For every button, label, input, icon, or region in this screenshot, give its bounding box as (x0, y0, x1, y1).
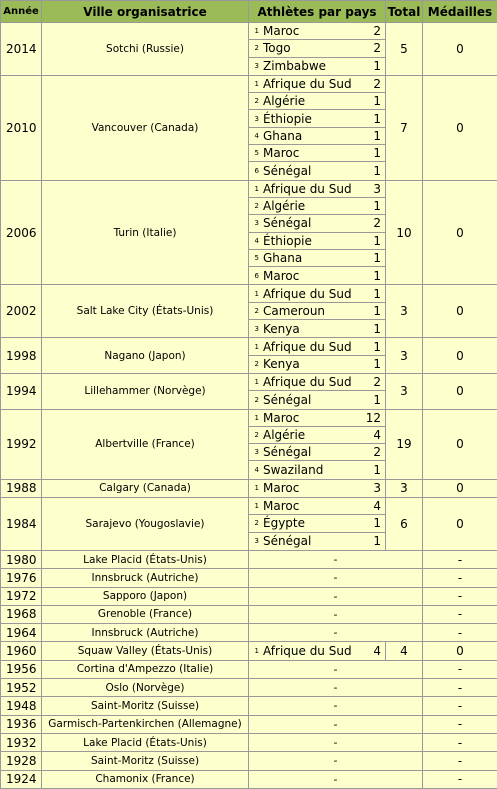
year-cell: 1960 (1, 642, 42, 660)
athlete-count: 1 (355, 516, 385, 530)
athletes-cell (249, 338, 386, 374)
medals-cell: 0 (423, 338, 497, 374)
year-cell: 2014 (1, 23, 42, 76)
total-cell: 7 (386, 75, 423, 180)
no-participation-cell: - (249, 550, 423, 568)
country-name: Ghana (263, 251, 355, 265)
city-cell: Oslo (Norvège) (42, 679, 249, 697)
athlete-count: 2 (355, 445, 385, 459)
athlete-count: 1 (355, 322, 385, 336)
country-name: Kenya (263, 357, 355, 371)
no-participation-cell: - (249, 733, 423, 751)
year-cell: 1948 (1, 697, 42, 715)
athlete-count: 4 (355, 428, 385, 442)
athlete-line (249, 145, 385, 162)
total-cell: 5 (386, 23, 423, 76)
athletes-cell (249, 75, 386, 180)
athlete-count: 1 (355, 287, 385, 301)
country-name: Maroc (263, 481, 355, 495)
city-cell: Lake Placid (États-Unis) (42, 733, 249, 751)
country-name: Algérie (263, 199, 355, 213)
country-name: Zimbabwe (263, 59, 355, 73)
athlete-count: 1 (355, 269, 385, 283)
rank-number: 1 (249, 27, 263, 35)
medals-cell: - (423, 660, 497, 678)
athlete-count: 1 (355, 304, 385, 318)
country-name: Égypte (263, 516, 355, 530)
table-row (1, 569, 497, 587)
country-name: Maroc (263, 146, 355, 160)
athlete-line (249, 162, 385, 179)
athlete-line (249, 40, 385, 57)
city-cell: Lake Placid (États-Unis) (42, 550, 249, 568)
table-row (1, 180, 497, 285)
country-name: Algérie (263, 428, 355, 442)
rank-number: 1 (249, 484, 263, 492)
athlete-line (249, 285, 385, 302)
athlete-line (249, 444, 385, 461)
rank-number: 1 (249, 290, 263, 298)
year-cell: 1952 (1, 679, 42, 697)
table-row (1, 715, 497, 733)
rank-number: 3 (249, 219, 263, 227)
city-cell: Innsbruck (Autriche) (42, 624, 249, 642)
country-name: Algérie (263, 94, 355, 108)
country-name: Sénégal (263, 534, 355, 548)
city-cell: Lillehammer (Norvège) (42, 373, 249, 409)
athlete-line (249, 128, 385, 145)
year-cell: 1932 (1, 733, 42, 751)
athlete-count: 3 (355, 481, 385, 495)
total-cell: 3 (386, 285, 423, 338)
total-cell: 19 (386, 409, 423, 479)
athlete-count: 1 (355, 94, 385, 108)
rank-number: 5 (249, 254, 263, 262)
athlete-line (249, 233, 385, 250)
athlete-count: 1 (355, 59, 385, 73)
table-row (1, 660, 497, 678)
year-cell: 1988 (1, 479, 42, 497)
athletes-cell (249, 498, 386, 551)
athletes-cell (249, 285, 386, 338)
medals-cell: - (423, 715, 497, 733)
athlete-count: 1 (355, 112, 385, 126)
athletes-cell (249, 373, 386, 409)
athlete-count: 1 (355, 199, 385, 213)
athlete-line (249, 58, 385, 75)
city-cell: Albertville (France) (42, 409, 249, 479)
athlete-count: 1 (355, 463, 385, 477)
table-row (1, 479, 497, 497)
medals-cell: - (423, 624, 497, 642)
total-cell: 10 (386, 180, 423, 285)
athlete-line (249, 515, 385, 532)
country-name: Sénégal (263, 445, 355, 459)
rank-number: 1 (249, 378, 263, 386)
total-cell: 6 (386, 498, 423, 551)
rank-number: 1 (249, 185, 263, 193)
athlete-line (249, 303, 385, 320)
city-cell: Calgary (Canada) (42, 479, 249, 497)
medals-cell: 0 (423, 285, 497, 338)
country-name: Afrique du Sud (263, 287, 355, 301)
medals-cell: - (423, 550, 497, 568)
country-name: Maroc (263, 411, 355, 425)
athlete-count: 1 (355, 146, 385, 160)
athlete-count: 2 (355, 41, 385, 55)
athlete-count: 2 (355, 375, 385, 389)
country-name: Sénégal (263, 216, 355, 230)
year-cell: 2006 (1, 180, 42, 285)
medals-cell: - (423, 770, 497, 788)
athlete-line (249, 110, 385, 127)
country-name: Maroc (263, 24, 355, 38)
athlete-count: 1 (355, 251, 385, 265)
year-cell: 2010 (1, 75, 42, 180)
country-name: Cameroun (263, 304, 355, 318)
athlete-count: 1 (355, 393, 385, 407)
header-row (1, 1, 497, 23)
athlete-line (249, 215, 385, 232)
city-cell: Squaw Valley (États-Unis) (42, 642, 249, 660)
table-row (1, 409, 497, 479)
table-row (1, 23, 497, 76)
year-cell: 1998 (1, 338, 42, 374)
athlete-line (249, 642, 385, 659)
athlete-line (249, 93, 385, 110)
header-year: Année (1, 1, 42, 23)
total-cell: 3 (386, 373, 423, 409)
country-name: Swaziland (263, 463, 355, 477)
country-name: Sénégal (263, 164, 355, 178)
medals-cell: 0 (423, 498, 497, 551)
rank-number: 1 (249, 647, 263, 655)
medals-cell: - (423, 569, 497, 587)
table-row (1, 697, 497, 715)
city-cell: Nagano (Japon) (42, 338, 249, 374)
year-cell: 1968 (1, 605, 42, 623)
athletes-cell (249, 479, 386, 497)
year-cell: 2002 (1, 285, 42, 338)
table-row (1, 498, 497, 551)
rank-number: 4 (249, 132, 263, 140)
athlete-count: 12 (355, 411, 385, 425)
rank-number: 6 (249, 167, 263, 175)
city-cell: Sarajevo (Yougoslavie) (42, 498, 249, 551)
table-row (1, 605, 497, 623)
table-row (1, 373, 497, 409)
rank-number: 1 (249, 502, 263, 510)
athlete-line (249, 498, 385, 515)
medals-cell: 0 (423, 479, 497, 497)
athlete-count: 2 (355, 77, 385, 91)
year-cell: 1992 (1, 409, 42, 479)
total-cell: 3 (386, 479, 423, 497)
country-name: Afrique du Sud (263, 644, 355, 658)
athlete-line (249, 338, 385, 355)
athlete-line (249, 427, 385, 444)
rank-number: 4 (249, 466, 263, 474)
year-cell: 1984 (1, 498, 42, 551)
athlete-count: 4 (355, 499, 385, 513)
medals-cell: 0 (423, 642, 497, 660)
country-name: Kenya (263, 322, 355, 336)
table-row (1, 679, 497, 697)
table-body (1, 23, 497, 789)
city-cell: Cortina d'Ampezzo (Italie) (42, 660, 249, 678)
year-cell: 1976 (1, 569, 42, 587)
athlete-line (249, 23, 385, 40)
country-name: Togo (263, 41, 355, 55)
country-name: Éthiopie (263, 234, 355, 248)
country-name: Afrique du Sud (263, 182, 355, 196)
country-name: Maroc (263, 269, 355, 283)
table-row (1, 550, 497, 568)
table-row (1, 75, 497, 180)
athlete-line (249, 181, 385, 198)
athlete-line (249, 267, 385, 284)
no-participation-cell: - (249, 624, 423, 642)
rank-number: 4 (249, 237, 263, 245)
rank-number: 3 (249, 537, 263, 545)
table-row (1, 285, 497, 338)
medals-cell: 0 (423, 23, 497, 76)
no-participation-cell: - (249, 587, 423, 605)
city-cell: Sotchi (Russie) (42, 23, 249, 76)
year-cell: 1928 (1, 752, 42, 770)
table-row (1, 733, 497, 751)
year-cell: 1994 (1, 373, 42, 409)
athlete-line (249, 356, 385, 373)
header-athletes: Athlètes par pays (249, 1, 386, 23)
rank-number: 5 (249, 149, 263, 157)
athlete-line (249, 320, 385, 337)
table-row (1, 770, 497, 788)
year-cell: 1924 (1, 770, 42, 788)
country-name: Sénégal (263, 393, 355, 407)
athlete-line (249, 533, 385, 550)
year-cell: 1964 (1, 624, 42, 642)
athlete-count: 2 (355, 216, 385, 230)
city-cell: Innsbruck (Autriche) (42, 569, 249, 587)
athletes-cell (249, 180, 386, 285)
athlete-count: 1 (355, 164, 385, 178)
medals-cell: - (423, 679, 497, 697)
no-participation-cell: - (249, 752, 423, 770)
country-name: Afrique du Sud (263, 77, 355, 91)
athlete-line (249, 410, 385, 427)
rank-number: 1 (249, 414, 263, 422)
year-cell: 1956 (1, 660, 42, 678)
rank-number: 2 (249, 360, 263, 368)
no-participation-cell: - (249, 679, 423, 697)
year-cell: 1972 (1, 587, 42, 605)
total-cell: 4 (386, 642, 423, 660)
rank-number: 3 (249, 325, 263, 333)
country-name: Afrique du Sud (263, 375, 355, 389)
rank-number: 2 (249, 97, 263, 105)
city-cell: Garmisch-Partenkirchen (Allemagne) (42, 715, 249, 733)
medals-cell: - (423, 752, 497, 770)
no-participation-cell: - (249, 715, 423, 733)
rank-number: 1 (249, 80, 263, 88)
medals-cell: - (423, 605, 497, 623)
city-cell: Chamonix (France) (42, 770, 249, 788)
city-cell: Turin (Italie) (42, 180, 249, 285)
athlete-count: 4 (355, 644, 385, 658)
year-cell: 1936 (1, 715, 42, 733)
athlete-count: 1 (355, 357, 385, 371)
athlete-line (249, 76, 385, 93)
rank-number: 2 (249, 44, 263, 52)
country-name: Maroc (263, 499, 355, 513)
no-participation-cell: - (249, 697, 423, 715)
athlete-line (249, 480, 385, 497)
athlete-line (249, 461, 385, 478)
rank-number: 2 (249, 307, 263, 315)
athlete-line (249, 374, 385, 391)
athlete-count: 1 (355, 129, 385, 143)
medals-cell: 0 (423, 180, 497, 285)
rank-number: 2 (249, 202, 263, 210)
medals-cell: - (423, 697, 497, 715)
rank-number: 3 (249, 448, 263, 456)
year-cell: 1980 (1, 550, 42, 568)
medals-cell: 0 (423, 75, 497, 180)
table-row (1, 752, 497, 770)
rank-number: 2 (249, 519, 263, 527)
athlete-count: 1 (355, 234, 385, 248)
city-cell: Grenoble (France) (42, 605, 249, 623)
no-participation-cell: - (249, 660, 423, 678)
athlete-count: 1 (355, 340, 385, 354)
no-participation-cell: - (249, 770, 423, 788)
table-row (1, 642, 497, 660)
total-cell: 3 (386, 338, 423, 374)
header-total: Total (386, 1, 423, 23)
table-row (1, 587, 497, 605)
rank-number: 3 (249, 62, 263, 70)
city-cell: Vancouver (Canada) (42, 75, 249, 180)
athlete-line (249, 198, 385, 215)
city-cell: Salt Lake City (États-Unis) (42, 285, 249, 338)
country-name: Afrique du Sud (263, 340, 355, 354)
rank-number: 1 (249, 343, 263, 351)
city-cell: Saint-Moritz (Suisse) (42, 697, 249, 715)
no-participation-cell: - (249, 569, 423, 587)
table-row (1, 338, 497, 374)
athletes-cell (249, 23, 386, 76)
country-name: Éthiopie (263, 112, 355, 126)
medals-cell: 0 (423, 409, 497, 479)
country-name: Ghana (263, 129, 355, 143)
athlete-line (249, 391, 385, 408)
rank-number: 3 (249, 115, 263, 123)
rank-number: 2 (249, 431, 263, 439)
rank-number: 6 (249, 272, 263, 280)
athlete-count: 3 (355, 182, 385, 196)
athletes-cell (249, 409, 386, 479)
athlete-line (249, 250, 385, 267)
athletes-cell (249, 642, 386, 660)
header-medals: Médailles (423, 1, 497, 23)
athlete-count: 2 (355, 24, 385, 38)
city-cell: Sapporo (Japon) (42, 587, 249, 605)
athlete-count: 1 (355, 534, 385, 548)
city-cell: Saint-Moritz (Suisse) (42, 752, 249, 770)
medals-cell: - (423, 587, 497, 605)
medals-cell: - (423, 733, 497, 751)
header-city: Ville organisatrice (42, 1, 249, 23)
table-row (1, 624, 497, 642)
medals-cell: 0 (423, 373, 497, 409)
no-participation-cell: - (249, 605, 423, 623)
rank-number: 2 (249, 396, 263, 404)
